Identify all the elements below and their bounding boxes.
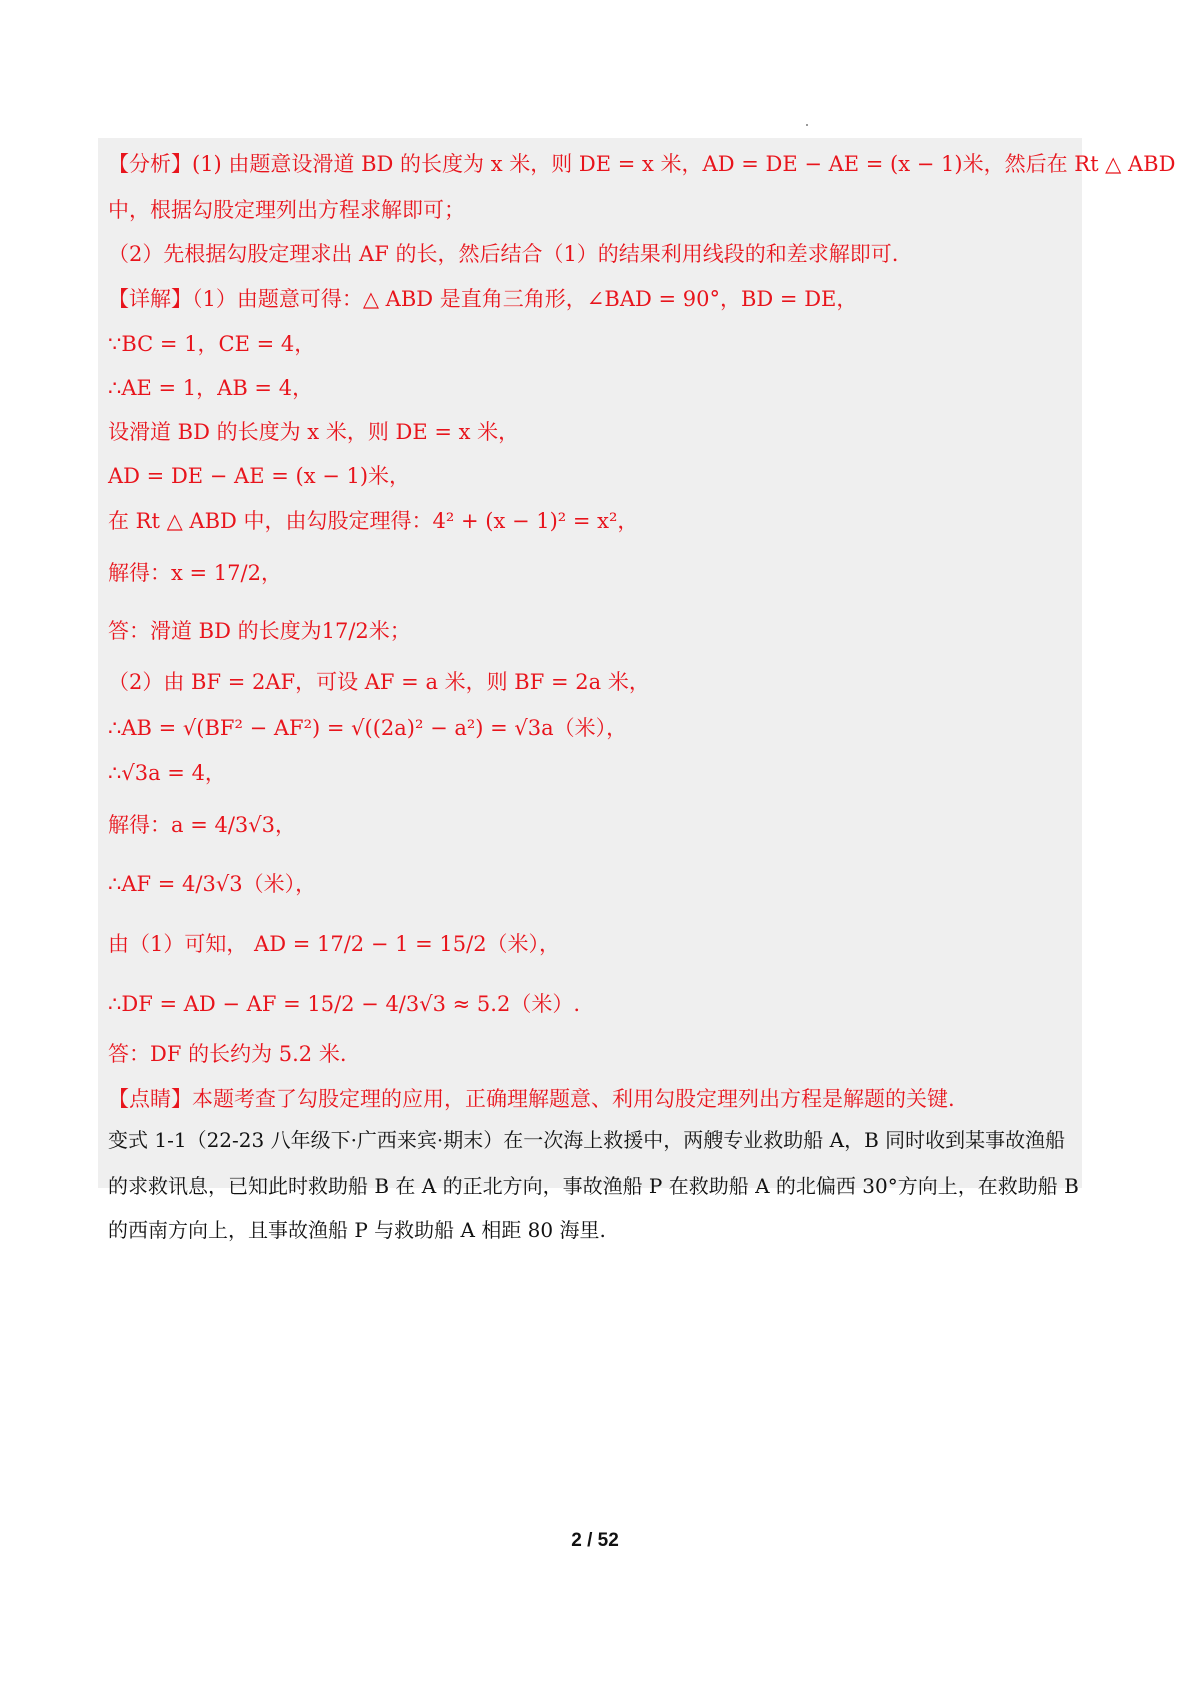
stray-dot — [806, 124, 808, 126]
detail-line-5: AD = DE − AE = (x − 1)米， — [108, 464, 411, 488]
detail-line-11: ∴√3a = 4， — [108, 761, 226, 785]
detail-line-16: 答：DF 的长约为 5.2 米. — [108, 1042, 347, 1066]
analysis-line-1: 【分析】(1) 由题意设滑道 BD 的长度为 x 米，则 DE = x 米，AD = DE − AE = (x − 1)米，然后在 Rt △ ABD — [108, 152, 1176, 176]
problem-line-1: 变式 1-1（22-23 八年级下·广西来宾·期末）在一次海上救援中，两艘专业救助船 A，B 同时收到某事故渔船 — [108, 1128, 1066, 1152]
page-number: 2 / 52 — [571, 1530, 619, 1551]
analysis-line-3: （2）先根据勾股定理求出 AF 的长，然后结合（1）的结果利用线段的和差求解即可. — [108, 242, 899, 266]
detail-line-7: 解得：x = 17/2， — [108, 561, 282, 585]
detail-line-3: ∴AE = 1，AB = 4， — [108, 376, 314, 400]
detail-line-14: 由（1）可知， AD = 17/2 − 1 = 15/2（米）， — [108, 932, 561, 956]
detail-line-10: ∴AB = √(BF² − AF²) = √((2a)² − a²) = √3a（米）， — [108, 716, 628, 740]
comment-line: 【点睛】本题考查了勾股定理的应用，正确理解题意、利用勾股定理列出方程是解题的关键. — [108, 1087, 955, 1111]
detail-line-2: ∵BC = 1，CE = 4， — [108, 332, 316, 356]
problem-line-3: 的西南方向上，且事故渔船 P 与救助船 A 相距 80 海里. — [108, 1218, 606, 1242]
detail-line-8: 答：滑道 BD 的长度为17/2米； — [108, 619, 411, 643]
detail-line-13: ∴AF = 4/3√3（米）， — [108, 872, 317, 896]
detail-line-12: 解得：a = 4/3√3， — [108, 813, 297, 837]
detail-line-6: 在 Rt △ ABD 中，由勾股定理得：4² + (x − 1)² = x²， — [108, 509, 639, 533]
problem-line-2: 的求救讯息，已知此时救助船 B 在 A 的正北方向，事故渔船 P 在救助船 A 的北偏西 30°方向上，在救助船 B — [108, 1174, 1079, 1198]
detail-line-1: 【详解】（1）由题意可得：△ ABD 是直角三角形，∠BAD = 90°，BD = DE， — [108, 287, 858, 311]
detail-line-4: 设滑道 BD 的长度为 x 米，则 DE = x 米， — [108, 420, 520, 444]
detail-line-9: （2）由 BF = 2AF，可设 AF = a 米，则 BF = 2a 米， — [108, 670, 650, 694]
analysis-line-2: 中，根据勾股定理列出方程求解即可； — [108, 198, 465, 222]
detail-line-15: ∴DF = AD − AF = 15/2 − 4/3√3 ≈ 5.2（米）. — [108, 992, 581, 1016]
